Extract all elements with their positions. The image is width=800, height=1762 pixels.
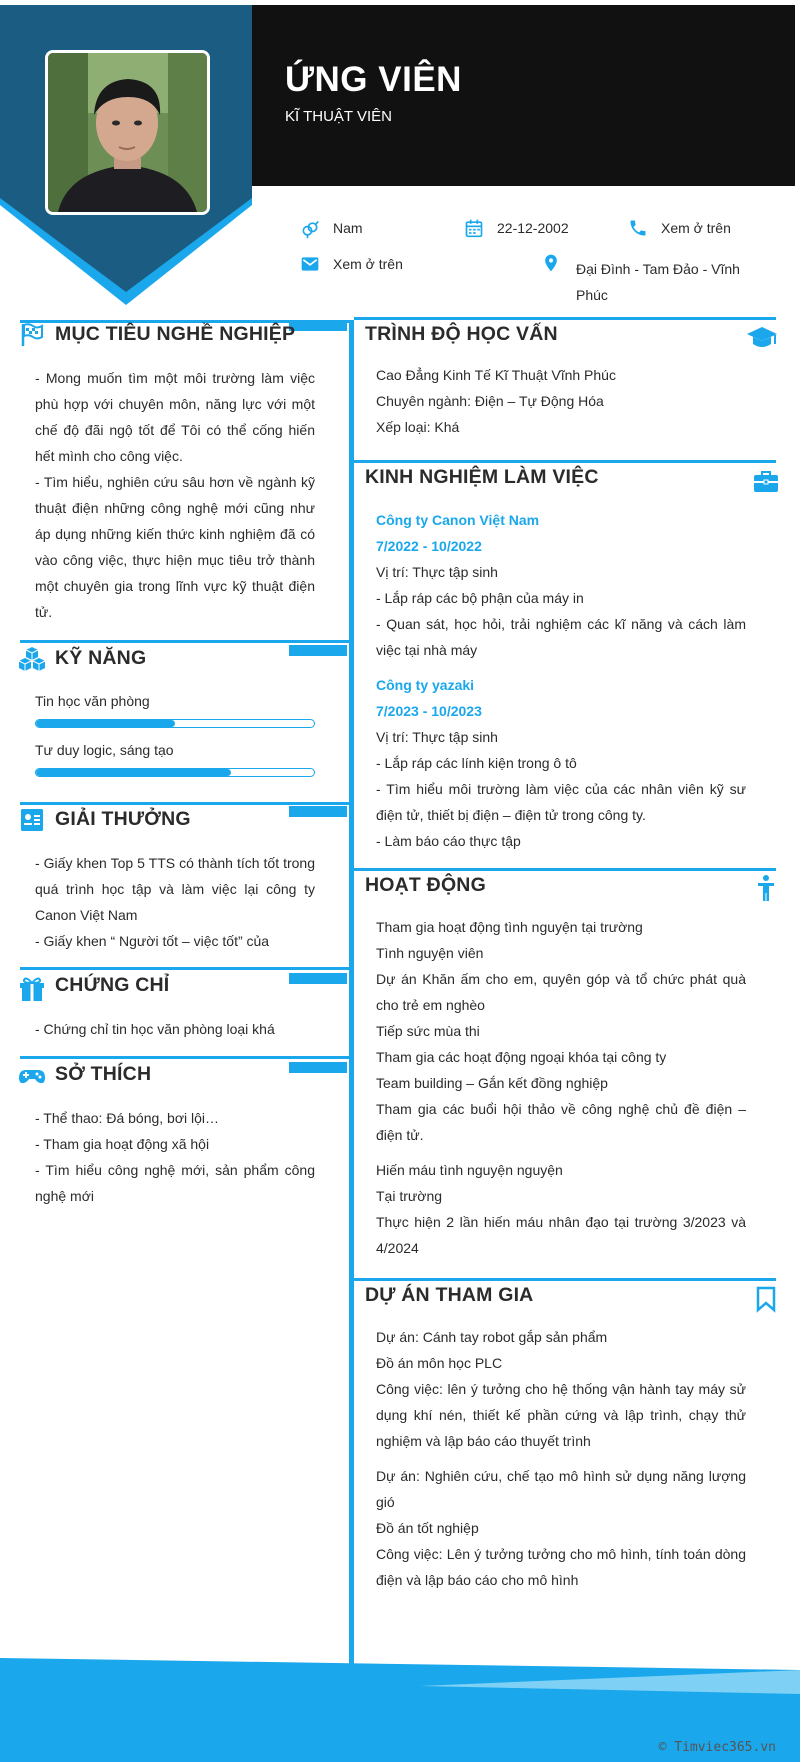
activities-text [376, 914, 746, 1261]
job-line: Vị trí: Thực tập sinh [376, 564, 498, 580]
activity-group [376, 1157, 746, 1261]
section-line [354, 460, 776, 463]
calendar-icon [464, 218, 484, 238]
hobby-line: - Thể thao: Đá bóng, bơi lội… [35, 1110, 220, 1126]
activity-line: Tham gia các buổi hội thảo về công nghệ chủ đề điện – điện tử. [376, 1101, 746, 1143]
hobbies-title: SỞ THÍCH [55, 1063, 152, 1085]
section-line [354, 317, 776, 320]
project-line: Dự án: Cánh tay robot gắp sản phẩm [376, 1329, 608, 1345]
gamepad-icon [18, 1062, 46, 1090]
email-value: Xem ở trên [333, 256, 403, 272]
projects-text [376, 1324, 746, 1593]
project-line: Dự án: Nghiên cứu, chế tạo mô hình sử dụng năng lượng gió [376, 1468, 746, 1510]
project-group [376, 1463, 746, 1593]
section-tab [289, 806, 347, 817]
hobby-line: - Tìm hiểu công nghệ mới, sản phẩm công nghệ mới [35, 1162, 315, 1204]
section-line [20, 640, 349, 643]
avatar [45, 50, 210, 215]
section-line [20, 967, 349, 970]
skill-label: Tư duy logic, sáng tạo [35, 742, 174, 758]
job-line: - Lắp ráp các bộ phận của máy in [376, 590, 584, 606]
job-line: - Làm báo cáo thực tập [376, 833, 521, 849]
section-line [20, 1056, 349, 1059]
job-entry [376, 672, 746, 854]
graduation-cap-icon [746, 324, 778, 352]
projects-title: DỰ ÁN THAM GIA [365, 1284, 534, 1306]
section-tab [289, 645, 347, 656]
job-company: Công ty Canon Việt Nam [376, 512, 540, 528]
person-icon [752, 874, 780, 902]
section-line [20, 802, 349, 805]
section-tab [289, 320, 347, 331]
job-company: Công ty yazaki [376, 677, 475, 693]
gender-icon [300, 219, 320, 239]
gift-icon [18, 975, 46, 1003]
section-tab [289, 1062, 347, 1073]
cubes-icon [18, 645, 46, 673]
activity-line: Team building – Gắn kết đồng nghiệp [376, 1075, 608, 1091]
email-icon [300, 254, 320, 274]
education-line: Chuyên ngành: Điện – Tự Động Hóa [376, 393, 604, 409]
section-line [354, 1278, 776, 1281]
objective-title: MỤC TIÊU NGHỀ NGHIỆP [55, 323, 296, 345]
activity-line: Thực hiện 2 lần hiến máu nhân đạo tại trường 3/2023 và 4/2024 [376, 1214, 746, 1256]
project-line: Công việc: lên ý tưởng cho hệ thống vận hành tay máy sử dụng khí nén, thiết kế phần cứng và lập trình, chạy thử nghiệm và lập báo cáo thuyết trình [376, 1381, 746, 1449]
activity-line: Tham gia hoạt động tình nguyện tại trường [376, 919, 643, 935]
certificates-title: CHỨNG CHỈ [55, 974, 170, 996]
column-divider [349, 320, 354, 1698]
project-line: Đồ án môn học PLC [376, 1355, 503, 1371]
skill-bar [35, 768, 315, 777]
birthday-value: 22-12-2002 [497, 220, 569, 236]
objective-line: - Tìm hiểu, nghiên cứu sâu hơn về ngành kỹ thuật điện những công nghệ mới cũng như áp dụng những kiến thức kinh nghiệm đã có vào công việc, thực hiện mục tiêu trở thành một chuyên gia trong lĩnh vực kỹ thuật điện tử. [35, 474, 315, 620]
section-tab [289, 973, 347, 984]
education-text [376, 362, 746, 440]
hobby-line: - Tham gia hoạt động xã hội [35, 1136, 210, 1152]
skill-bar-fill [36, 769, 231, 776]
flag-icon [18, 320, 46, 348]
activity-line: Tại trường [376, 1188, 443, 1204]
avatar-photo [48, 53, 207, 212]
job-line: - Tìm hiểu môi trường làm việc của các nhân viên kỹ sư điện tử, thiết bị điện – điện tử trong công ty. [376, 781, 746, 823]
job-line: Vị trí: Thực tập sinh [376, 729, 498, 745]
candidate-job-title: KĨ THUẬT VIÊN [285, 108, 392, 125]
certificate-line: - Chứng chỉ tin học văn phòng loại khá [35, 1021, 275, 1037]
activity-line: Hiến máu tình nguyện nguyện [376, 1162, 563, 1178]
experience-title: KINH NGHIỆM LÀM VIỆC [365, 466, 599, 488]
phone-value: Xem ở trên [661, 220, 731, 236]
experience-text [376, 507, 746, 854]
job-period: 7/2022 - 10/2022 [376, 538, 482, 554]
skills-title: KỸ NĂNG [55, 647, 147, 669]
project-line: Công việc: Lên ý tưởng tưởng cho mô hình, tính toán dòng điện và lập báo cáo cho mô hình [376, 1546, 746, 1588]
objective-text [35, 365, 315, 625]
activities-title: HOẠT ĐỘNG [365, 874, 486, 896]
award-line: - Giấy khen Top 5 TTS có thành tích tốt trong quá trình học tập và làm việc lại công ty Canon Việt Nam [35, 855, 315, 923]
activity-line: Tình nguyện viên [376, 945, 484, 961]
copyright-text: © Timviec365.vn [658, 1740, 776, 1755]
skill-label: Tin học văn phòng [35, 693, 150, 709]
job-period: 7/2023 - 10/2023 [376, 703, 482, 719]
job-entry [376, 507, 746, 663]
awards-title: GIẢI THƯỞNG [55, 808, 191, 830]
skill-bar-fill [36, 720, 175, 727]
gender-value: Nam [333, 220, 363, 236]
location-pin-icon [541, 253, 561, 273]
address-value: Đại Đình - Tam Đảo - Vĩnh Phúc [576, 261, 740, 303]
activity-group [376, 914, 746, 1148]
project-line: Đồ án tốt nghiệp [376, 1520, 479, 1536]
education-line: Xếp loại: Khá [376, 419, 460, 435]
award-line: - Giấy khen “ Người tốt – việc tốt” của [35, 933, 270, 949]
candidate-name: ỨNG VIÊN [285, 60, 462, 99]
briefcase-icon [752, 467, 780, 495]
activity-line: Tham gia các hoạt động ngoại khóa tại công ty [376, 1049, 667, 1065]
objective-line: - Mong muốn tìm một môi trường làm việc phù hợp với chuyên môn, năng lực với một chế độ đãi ngộ tốt để Tôi có thể cống hiến hết mình cho công việc. [35, 370, 315, 464]
education-title: TRÌNH ĐỘ HỌC VẤN [365, 323, 558, 345]
activity-line: Tiếp sức mùa thi [376, 1023, 480, 1039]
education-line: Cao Đẳng Kinh Tế Kĩ Thuật Vĩnh Phúc [376, 367, 616, 383]
job-line: - Lắp ráp các lính kiện trong ô tô [376, 755, 577, 771]
award-certificate-icon [18, 806, 46, 834]
hobbies-text [35, 1105, 315, 1209]
phone-icon [628, 218, 648, 238]
bookmark-icon [752, 1285, 780, 1313]
activity-line: Dự án Khăn ấm cho em, quyên góp và tổ chức phát quà cho trẻ em nghèo [376, 971, 746, 1013]
awards-text [35, 850, 315, 954]
job-line: - Quan sát, học hỏi, trải nghiệm các kĩ năng và cách làm việc tại nhà máy [376, 616, 746, 658]
section-line [354, 868, 776, 871]
certificates-text [35, 1016, 315, 1042]
project-group [376, 1324, 746, 1454]
skill-bar [35, 719, 315, 728]
